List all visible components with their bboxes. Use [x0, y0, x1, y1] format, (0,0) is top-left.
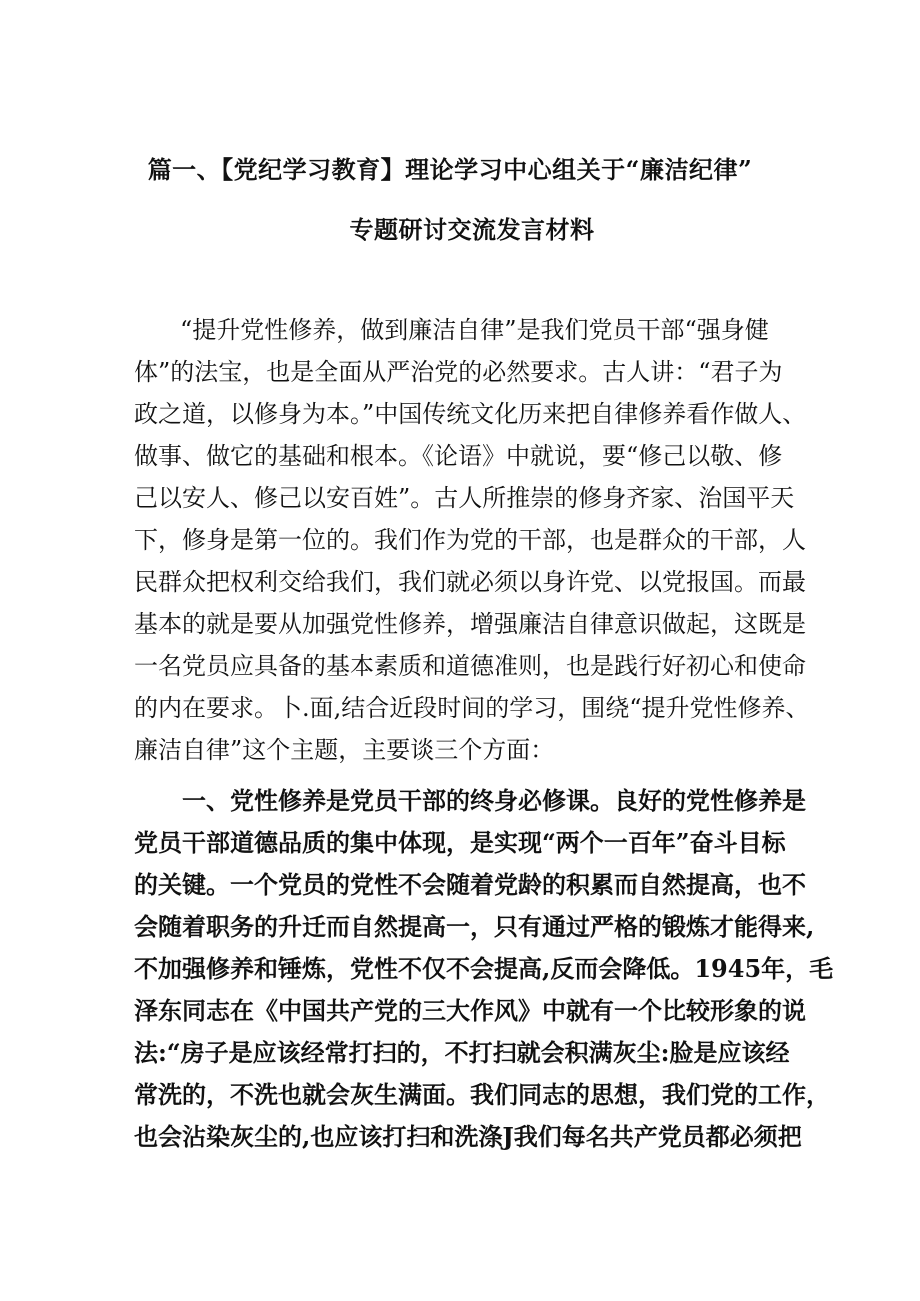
paragraph-2-line: 不加强修养和锤炼，党性不仅不会提高,反而会降低。1945年，毛: [134, 954, 834, 983]
paragraph-1-line: 做事、做它的基础和根本。《论语》中就说，要“修己以敬、修: [134, 442, 783, 470]
paragraph-1-line: 政之道，以修身为本。”中国传统文化历来把自律修养看作做人、: [134, 400, 807, 428]
paragraph-1-line: 一名党员应具备的基本素质和道德准则，也是践行好初心和使命: [134, 652, 806, 680]
paragraph-1-line: 的内在要求。卜.面,结合近段时间的学习，围绕“提升党性修养、: [134, 694, 810, 722]
paragraph-2-line: 的关键。一个党员的党性不会随着党龄的积累而自然提高，也不: [134, 870, 806, 899]
paragraph-2-line: 党员干部道德品质的集中体现，是实现“两个一百年”奋斗目标: [134, 828, 786, 857]
paragraph-1-line: 民群众把权利交给我们，我们就必须以身许党、以党报国。而最: [134, 568, 806, 596]
paragraph-1-line: 基本的就是要从加强党性修养，增强廉洁自律意识做起，这既是: [134, 610, 806, 638]
paragraph-1-line: 己以安人、修己以安百姓”。古人所推崇的修身齐家、治国平天: [134, 484, 795, 512]
document-title-line-2: 专题研讨交流发言材料: [349, 215, 595, 244]
paragraph-1-line: “提升党性修养，做到廉洁自律”是我们党员干部“强身健: [180, 316, 769, 344]
paragraph-2-line: 会随着职务的升迁而自然提高一，只有通过严格的锻炼才能得来,: [134, 912, 815, 941]
paragraph-1-line: 廉洁自律”这个主题，主要谈三个方面：: [134, 736, 555, 764]
paragraph-1-line: 下，修身是第一位的。我们作为党的干部，也是群众的干部，人: [134, 526, 806, 554]
paragraph-1-line: 体”的法宝，也是全面从严治党的必然要求。古人讲：“君子为: [134, 358, 783, 386]
paragraph-2-line: 一、党性修养是党员干部的终身必修课。良好的党性修养是: [182, 786, 806, 815]
paragraph-2-line: 泽东同志在《中国共产党的三大作风》中就有一个比较形象的说: [134, 996, 806, 1025]
paragraph-2-line: 常洗的，不洗也就会灰生满面。我们同志的思想，我们党的工作，: [134, 1080, 830, 1109]
paragraph-2-line: 法:“房子是应该经常打扫的，不打扫就会积满灰尘:脸是应该经: [134, 1038, 790, 1067]
paragraph-2-line: 也会沾染灰尘的,也应该打扫和洗涤J我们每名共产党员都必须把: [134, 1122, 802, 1151]
document-title-line-1: 篇一、【党纪学习教育】理论学习中心组关于“廉洁纪律”: [147, 155, 753, 184]
